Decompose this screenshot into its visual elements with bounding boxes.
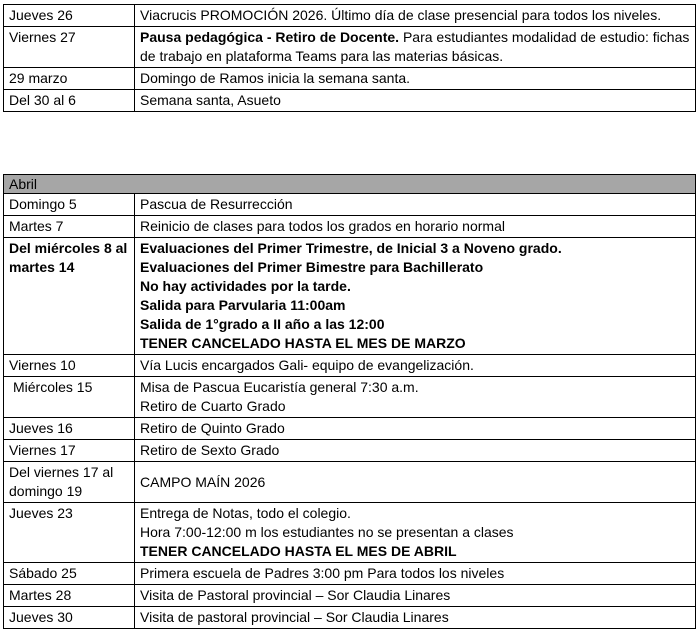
date-cell: Jueves 23: [4, 503, 135, 563]
event-line: Retiro de Cuarto Grado: [140, 398, 286, 414]
date-cell: Viernes 10: [4, 355, 135, 377]
event-line: Evaluaciones del Primer Bimestre para Bachillerato: [140, 259, 484, 275]
date-cell: Miércoles 15: [4, 377, 135, 418]
date-cell: Viernes 27: [4, 27, 135, 68]
date-cell: Jueves 30: [4, 607, 135, 629]
event-line: Entrega de Notas, todo el colegio.: [140, 505, 351, 521]
event-line: TENER CANCELADO HASTA EL MES DE MARZO: [140, 335, 466, 351]
event-line: No hay actividades por la tarde.: [140, 278, 351, 294]
date-cell: Domingo 5: [4, 194, 135, 216]
table-row: [4, 216, 696, 238]
month-header-row: [4, 175, 696, 194]
event-cell: Viacrucis PROMOCIÓN 2026. Último día de clase presencial para todos los niveles.: [135, 5, 696, 27]
event-line: Salida para Parvularia 11:00am: [140, 297, 346, 313]
april-calendar-table: [3, 174, 696, 629]
table-row: [4, 5, 696, 27]
table-row: [4, 418, 696, 440]
event-cell: Primera escuela de Padres 3:00 pm Para todos los niveles: [135, 563, 696, 585]
table-row: [4, 27, 696, 68]
date-cell: Jueves 16: [4, 418, 135, 440]
table-row: [4, 90, 696, 112]
table-row: [4, 440, 696, 462]
event-line: TENER CANCELADO HASTA EL MES DE ABRIL: [140, 543, 457, 559]
event-cell: Visita de pastoral provincial – Sor Claudia Linares: [135, 607, 696, 629]
table-row: [4, 68, 696, 90]
event-line: Hora 7:00-12:00 m los estudiantes no se presentan a clases: [140, 524, 514, 540]
event-cell: Retiro de Quinto Grado: [135, 418, 696, 440]
table-row: [4, 563, 696, 585]
date-cell: Del 30 al 6: [4, 90, 135, 112]
march-calendar-table: [3, 4, 696, 112]
date-cell: Sábado 25: [4, 563, 135, 585]
event-cell: Reinicio de clases para todos los grados en horario normal: [135, 216, 696, 238]
event-cell: Domingo de Ramos inicia la semana santa.: [135, 68, 696, 90]
date-cell: Del miércoles 8 al martes 14: [4, 238, 135, 355]
date-cell: Martes 7: [4, 216, 135, 238]
table-row: [4, 462, 696, 503]
date-cell: Martes 28: [4, 585, 135, 607]
event-cell: CAMPO MAÍN 2026: [135, 462, 696, 503]
table-row: [4, 377, 696, 418]
event-line: Misa de Pascua Eucaristía general 7:30 a.m.: [140, 379, 419, 395]
table-row: [4, 585, 696, 607]
event-cell: Retiro de Sexto Grado: [135, 440, 696, 462]
date-cell: 29 marzo: [4, 68, 135, 90]
month-header: Abril: [4, 175, 696, 194]
event-cell: Vía Lucis encargados Gali- equipo de evangelización.: [135, 355, 696, 377]
event-cell: Semana santa, Asueto: [135, 90, 696, 112]
date-cell: Del viernes 17 al domingo 19: [4, 462, 135, 503]
event-text: Para estudiantes modalidad de estudio: fichas de trabajo en plataforma Teams para las materias básicas.: [140, 29, 690, 64]
table-row: [4, 607, 696, 629]
event-cell: [135, 377, 696, 418]
event-cell: Pascua de Resurrección: [135, 194, 696, 216]
event-cell: [135, 238, 696, 355]
table-row: [4, 238, 696, 355]
table-row: [4, 194, 696, 216]
event-bold-text: Pausa pedagógica - Retiro de Docente.: [140, 29, 400, 45]
date-cell: Jueves 26: [4, 5, 135, 27]
event-line: Evaluaciones del Primer Trimestre, de Inicial 3 a Noveno grado.: [140, 240, 562, 256]
date-cell: Viernes 17: [4, 440, 135, 462]
table-row: [4, 503, 696, 563]
table-row: [4, 355, 696, 377]
event-cell: [135, 27, 696, 68]
event-line: Salida de 1°grado a II año a las 12:00: [140, 316, 385, 332]
event-cell: Visita de Pastoral provincial – Sor Claudia Linares: [135, 585, 696, 607]
event-cell: [135, 503, 696, 563]
